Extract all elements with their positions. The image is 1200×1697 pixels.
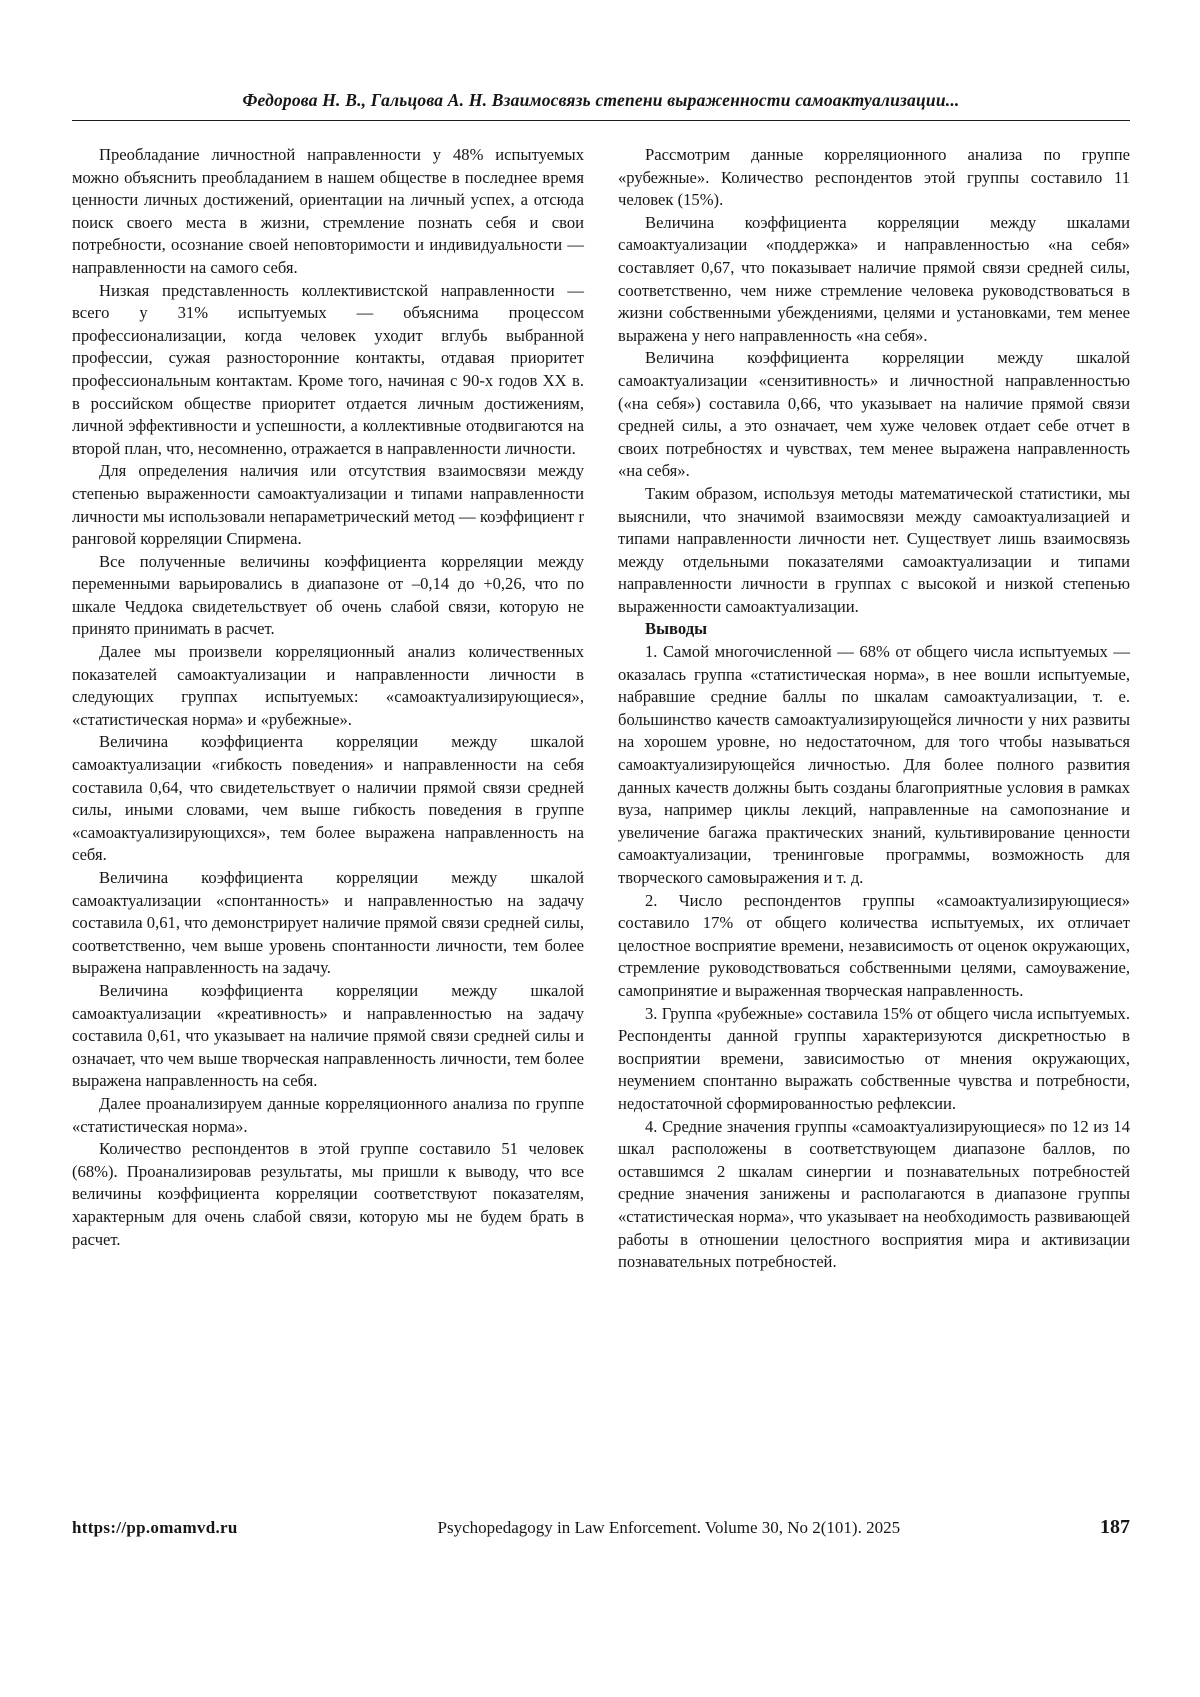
conclusions-heading: Выводы <box>645 619 708 639</box>
paragraph: Далее мы произвели корреляционный анализ количественных показателей самоактуализации и направленности личности в следующих группах испытуемых: «самоактуализирующиеся», «статистическая норма» и «рубежные». <box>72 642 584 729</box>
paragraph: 3. Группа «рубежные» составила 15% от общего числа испытуемых. Респонденты данной группы характеризуются дискретностью в восприятии времени, зависимостью от мнения окружающих, неумением спонтанно выражать собственные чувства и потребности, недостаточной сформированностью рефлексии. <box>618 1003 1130 1113</box>
paragraph: 2. Число респондентов группы «самоактуализирующиеся» составило 17% от общего количества испытуемых, их отличает целостное восприятие времени, независимость от оценок окружающих, стремление руководствоваться собственными целями, самоуважение, самопринятие и выраженная творческая направленность. <box>618 890 1130 1000</box>
paragraph: Таким образом, используя методы математической статистики, мы выяснили, что значимой взаимосвязи между самоактуализацией и типами направленности личности нет. Существует лишь взаимосвязь между отдельными показателями самоактуализации и типами направленности личности в группах с высокой и низкой степенью выраженности самоактуализации. <box>618 483 1130 616</box>
paragraph: Все полученные величины коэффициента корреляции между переменными варьировались в диапазоне от –0,14 до +0,26, что по шкале Чеддока свидетельствует об очень слабой связи, которую не принято принимать в расчет. <box>72 551 584 639</box>
journal-url: https://pp.omamvd.ru <box>72 1518 238 1537</box>
header-rule <box>72 120 1130 121</box>
journal-citation: Psychopedagogy in Law Enforcement. Volume 30, No 2(101). 2025 <box>437 1518 901 1537</box>
running-title: Федорова Н. В., Гальцова А. Н. Взаимосвязь степени выраженности самоактуализации... <box>242 90 960 110</box>
paragraph: Преобладание личностной направленности у 48% испытуемых можно объяснить преобладанием в нашем обществе в последнее время ценности личных достижений, ориентации на личный успех, а отсюда поиск своего места в жизни, стремление познать себя и свои потребности, осознание своей неповторимости и индивидуальности — направленности на самого себя. <box>72 145 584 277</box>
article-body <box>72 144 1130 1516</box>
page-number: 187 <box>1100 1516 1130 1538</box>
paragraph: Низкая представленность коллективистской направленности — всего у 31% испытуемых — объяснима процессом профессионализации, когда человек уходит вглубь выбранной профессии, сужая разносторонние контакты, отдавая приоритет профессиональным контактам. Кроме того, начиная с 90-х годов XX в. в российском обществе приоритет отдается личным достижениям, личной эффективности и успешности, а коллективные отодвигаются на второй план, что, несомненно, отражается в направленности личности. <box>72 280 584 458</box>
paragraph: 4. Средние значения группы «самоактуализирующиеся» по 12 из 14 шкал расположены в соответствующем диапазоне баллов, по оставшимся 2 шкалам синергии и познавательных потребностей средние значения занижены и располагаются в диапазоне группы «статистическая норма», что указывает на необходимость развивающей работы в отношении целостного восприятия мира и активизации познавательных потребностей. <box>618 1116 1130 1272</box>
paragraph: Далее проанализируем данные корреляционного анализа по группе «статистическая норма». <box>72 1093 584 1136</box>
paragraph: 1. Самой многочисленной — 68% от общего числа испытуемых — оказалась группа «статистическая норма», в нее вошли испытуемые, набравшие средние баллы по шкалам самоактуализации, т. е. большинство качеств самоактуализирующейся личности у них развиты на хорошем уровне, но недостаточном, для того чтобы называться самоактуализирующейся личностью. Для более полного развития данных качеств должны быть созданы благоприятные условия в рамках вуза, например циклы лекций, направленные на самопознание и увеличение багажа практических знаний, культивирование ценности самоактуализации, тренинговые программы, возможность для творческого самовыражения и т. д. <box>618 642 1130 887</box>
paragraph: Рассмотрим данные корреляционного анализа по группе «рубежные». Количество респондентов этой группы составило 11 человек (15%). <box>618 145 1130 210</box>
paragraph: Величина коэффициента корреляции между шкалой самоактуализации «креативность» и направленностью на задачу составила 0,61, что указывает на наличие прямой связи средней силы и означает, что чем выше творческая направленность личности, тем более выражена направленность на себя. <box>72 980 584 1091</box>
paragraph: Для определения наличия или отсутствия взаимосвязи между степенью выраженности самоактуализации и типами направленности личности мы использовали непараметрический метод — коэффициент r ранговой корреляции Спирмена. <box>72 461 584 549</box>
paragraph: Величина коэффициента корреляции между шкалой самоактуализации «спонтанность» и направленностью на задачу составила 0,61, что демонстрирует наличие прямой связи средней силы, соответственно, чем выше уровень спонтанности личности, тем более выражена направленность на задачу. <box>72 868 584 978</box>
paragraph: Величина коэффициента корреляции между шкалами самоактуализации «поддержка» и направленностью «на себя» составляет 0,67, что показывает наличие прямой связи средней силы, соответственно, чем ниже стремление человека руководствоваться в жизни собственными убеждениями, целями и установками, тем менее выражена у него направленность «на себя». <box>618 212 1130 345</box>
paragraph: Количество респондентов в этой группе составило 51 человек (68%). Проанализировав результаты, мы пришли к выводу, что все величины коэффициента корреляции соответствуют показателям, характерным для очень слабой связи, которую мы не будем брать в расчет. <box>72 1139 584 1249</box>
running-header <box>72 90 1130 121</box>
paragraph: Величина коэффициента корреляции между шкалой самоактуализации «гибкость поведения» и направленности на себя составила 0,64, что свидетельствует о наличии прямой связи средней силы, иными словами, чем выше гибкость поведения в группе «самоактуализирующихся», тем более выражена направленность на себя. <box>72 732 584 865</box>
right-column <box>618 144 1130 1274</box>
left-column <box>72 144 584 1251</box>
page-footer <box>72 1516 1130 1539</box>
paragraph: Величина коэффициента корреляции между шкалой самоактуализации «сензитивность» и личностной направленностью («на себя») составила 0,66, что указывает на наличие прямой связи средней силы, а это означает, чем хуже человек отдает себе отчет в своих потребностях и чувствах, тем менее выражена направленность «на себя». <box>618 348 1130 481</box>
